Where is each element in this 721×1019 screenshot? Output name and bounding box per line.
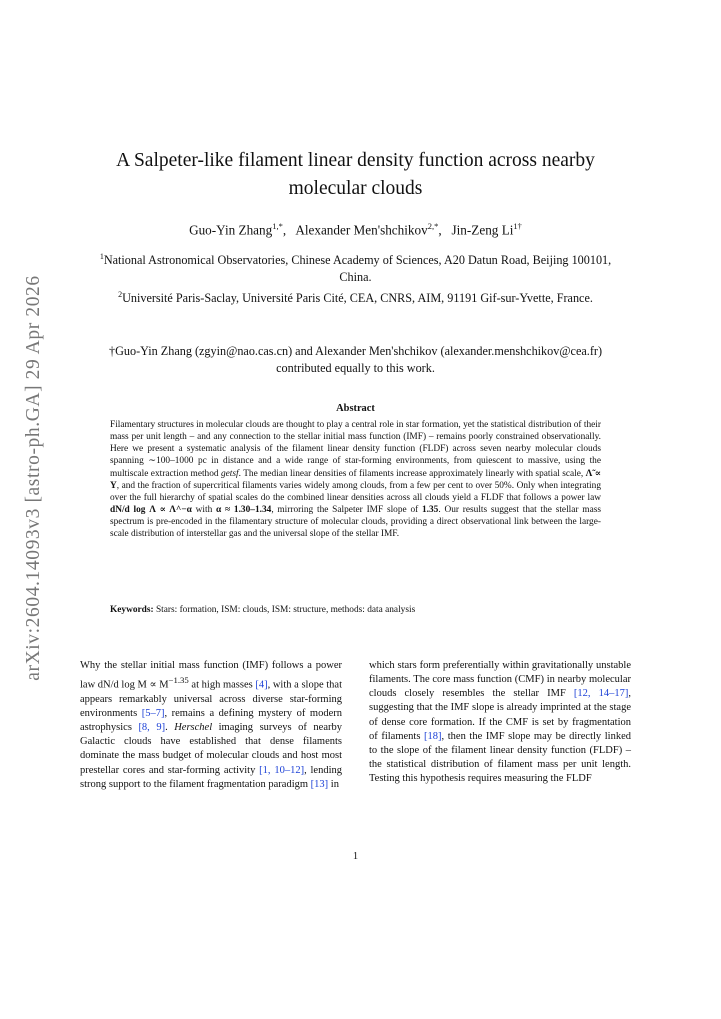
author-marks: 2,* xyxy=(427,221,439,231)
affiliation-list xyxy=(92,248,619,307)
abstract-part: with xyxy=(191,505,217,516)
body-text-run: which stars form preferentially within gravitationally unstable filaments. The core mass function (CMF) in nearby molecular clouds closely resembles the stellar IMF xyxy=(369,660,631,700)
body-text-run: Herschel xyxy=(174,722,213,734)
author-marks: 1,* xyxy=(272,221,283,231)
affiliation-item xyxy=(92,248,619,286)
body-text-run: , then the IMF slope may be directly linked to the slope of the filament linear density function (FLDF) – the statistical distribution of filament mass per unit length. Testing this hypothesis requires measuring the FLDF xyxy=(369,730,631,785)
body-text-run: . xyxy=(165,722,175,734)
body-text-run: , remains a defining mystery of modern astrophysics xyxy=(80,707,342,734)
citation-link[interactable]: [13] xyxy=(310,778,329,790)
citation-link[interactable]: [4] xyxy=(255,679,268,691)
affiliation-text: Université Paris-Saclay, Université Paris Cité, CEA, CNRS, AIM, 91191 Gif-sur-Yvette, France. xyxy=(122,291,593,306)
body-text-run: imaging surveys of nearby Galactic clouds have established that dense filaments dominate the mass budget of molecular clouds and host most prestellar cores and star-forming activity xyxy=(80,722,342,776)
citation-link[interactable]: [8, 9] xyxy=(138,722,166,734)
body-text-run: , lending strong support to the filament fragmentation paradigm xyxy=(80,764,342,790)
abstract-part: , mirroring the Salpeter IMF slope of xyxy=(271,505,422,516)
author-marks: 1† xyxy=(513,221,522,231)
arxiv-identifier-stamp xyxy=(14,268,54,688)
keywords-label: Keywords: xyxy=(110,605,154,615)
citation-link[interactable]: [5–7] xyxy=(141,707,165,719)
body-text-run: Why the stellar initial mass function (IMF) follows a power law dN/d log M ∝ M xyxy=(80,660,342,691)
method-name: getsf xyxy=(220,468,239,479)
paper-title: A Salpeter-like filament linear density function across nearby molecular clouds xyxy=(116,150,595,199)
body-text-right-column xyxy=(369,659,631,786)
power-law-formula: dN/d log Λ ∝ Λ^−α xyxy=(110,505,192,516)
body-text-run: at high masses xyxy=(188,679,256,691)
citation-link[interactable]: [1, 10–12] xyxy=(259,764,305,776)
citation-link[interactable]: [18] xyxy=(424,730,442,742)
body-text-run: , with a slope that appears remarkably universal across diverse star-forming environments xyxy=(80,679,342,719)
affiliation-item xyxy=(92,286,619,307)
body-text-run: in xyxy=(328,778,339,790)
keywords xyxy=(110,604,601,616)
affiliation-text: National Astronomical Observatories, Chinese Academy of Sciences, A20 Datun Road, Beijing 100101, China. xyxy=(103,253,612,285)
author-name: Guo-Yin Zhang xyxy=(189,222,273,238)
salpeter-slope-value: 1.35 xyxy=(422,505,439,516)
body-text-left-column xyxy=(80,659,342,792)
abstract-part: , and the fraction of supercritical filaments varies widely among clouds, from a few per cent to over 50%. Only when integrating over the full hierarchy of spatial scales do the combined linear densities across all clouds yield a FLDF that follows a power law xyxy=(110,480,601,503)
equal-contribution-note: †Guo-Yin Zhang (zgyin@nao.cas.cn) and Alexander Men'shchikov (alexander.menshchikov@cea.fr) contributed equally to this work. xyxy=(108,344,603,375)
abstract-part: Filamentary structures in molecular clouds are thought to play a central role in star formation, yet the statistical distribution of their mass per unit length – and any connection to the stellar initial mass function (IMF) – remains poorly constrained observationally. Here we present a systematic analysis of the filament linear density function (FLDF) across seven nearby molecular clouds spanning ∼100–1000 pc in distance and a wide range of star-forming environments, from quiescent to massive, using the multiscale extraction method xyxy=(110,420,601,479)
alpha-value: α ≈ 1.30–1.34 xyxy=(216,505,272,516)
citation-link[interactable]: [12, 14–17] xyxy=(573,688,629,700)
abstract-part: . Our results suggest that the stellar mass spectrum is pre-encoded in the filamentary structure of molecular clouds, providing a direct observational link between the large-scale distribution of interstellar gas and the universal slope of the stellar IMF. xyxy=(110,505,601,540)
page-number: 1 xyxy=(352,851,359,862)
body-text-run: , suggesting that the IMF slope is already imprinted at the stage of dense core formation. If the CMF is set by fragmentation of filaments xyxy=(369,688,631,742)
scaling-relation: Λ̃ ∝ Y xyxy=(110,468,601,491)
arxiv-identifier-text: arXiv:2604.14093v3 [astro-ph.GA] 29 Apr 2026 xyxy=(23,275,44,681)
author-name: Jin-Zeng Li xyxy=(451,222,514,238)
abstract-part: . The median linear densities of filaments increase approximately linearly with spatial scale, xyxy=(238,468,586,479)
abstract-text xyxy=(110,419,601,541)
abstract-heading: Abstract xyxy=(336,403,375,414)
affiliation-mark: 1 xyxy=(99,252,104,261)
author-name: Alexander Men'shchikov xyxy=(295,222,428,238)
exponent: −1.35 xyxy=(168,675,189,686)
keywords-text: Stars: formation, ISM: clouds, ISM: structure, methods: data analysis xyxy=(155,605,416,615)
affiliation-mark: 2 xyxy=(118,290,123,300)
author-list: Guo-Yin Zhang$^{1,*}$, Alexander Men'shchikov$^{2,*}$, Jin-Zeng $Li^{1\dagger}$ xyxy=(189,221,522,238)
